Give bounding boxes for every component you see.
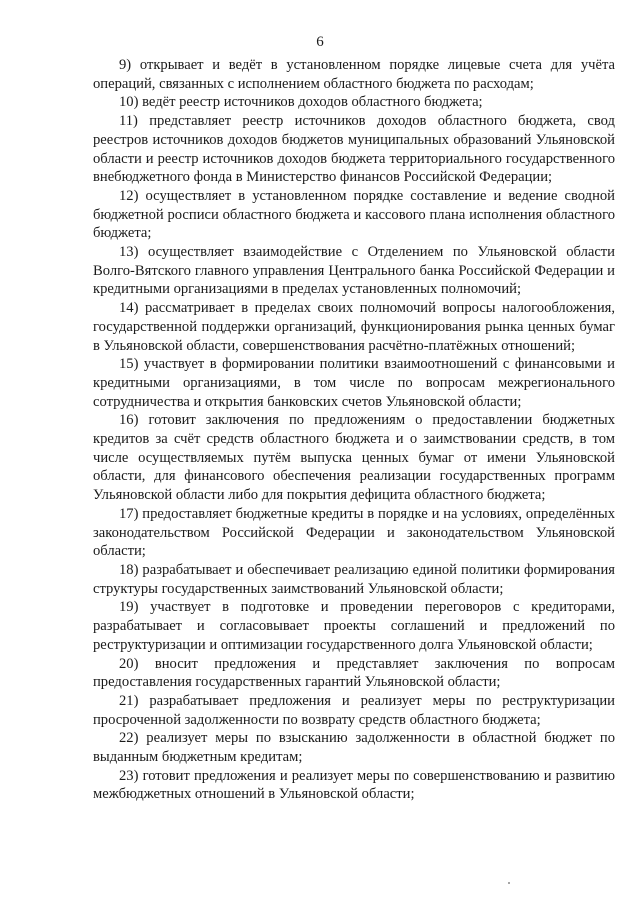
- list-item: 18) разрабатывает и обеспечивает реализацию единой политики формирования структуры государственных заимствований Ульяновской области;: [93, 561, 615, 597]
- list-item: 14) рассматривает в пределах своих полномочий вопросы налогообложения, государственной поддержки организаций, функционирования рынка ценных бумаг в Ульяновской области, совершенствования расчётно-платёжных отношений;: [93, 300, 615, 354]
- list-item: 9) открывает и ведёт в установленном порядке лицевые счета для учёта операций, связанных с исполнением областного бюджета по расходам;: [93, 57, 615, 92]
- scan-speck: [508, 882, 510, 884]
- list-item: 11) представляет реестр источников доходов областного бюджета, свод реестров источников доходов бюджетов муниципальных образований Ульяновской области и реестр источников доходов бюджета территориального государственного внебюджетного фонда в Министерство финансов Российской Федерации;: [93, 113, 615, 186]
- list-item: 19) участвует в подготовке и проведении переговоров с кредиторами, разрабатывает и согласовывает проекты соглашений и предложений по реструктуризации и оптимизации государственного долга Ульяновской области;: [93, 599, 615, 653]
- list-item: 22) реализует меры по взысканию задолженности в областной бюджет по выданным бюджетным кредитам;: [93, 730, 615, 766]
- list-item: 16) готовит заключения по предложениям о предоставлении бюджетных кредитов за счёт средств областного бюджета и о заимствовании средств, в том числе осуществляемых путём выпуска ценных бумаг от имени Ульяновской области, для финансового обеспечения реализации государственных программ Ульяновской области либо для покрытия дефицита областного бюджета;: [93, 412, 615, 504]
- list-item: 12) осуществляет в установленном порядке составление и ведение сводной бюджетной росписи областного бюджета и кассового плана исполнения областного бюджета;: [93, 187, 615, 242]
- list-item: 10) ведёт реестр источников доходов областного бюджета;: [119, 94, 483, 111]
- list-item: 21) разрабатывает предложения и реализует меры по реструктуризации просроченной задолженности по возврату средств областного бюджета;: [93, 692, 615, 728]
- list-item: 23) готовит предложения и реализует меры по совершенствованию и развитию межбюджетных отношений в Ульяновской области;: [93, 767, 615, 803]
- list-item: 20) вносит предложения и представляет заключения по вопросам предоставления государственных гарантий Ульяновской области;: [93, 655, 615, 691]
- document-body: [93, 56, 615, 804]
- page-number: 6: [316, 34, 324, 50]
- list-item: 15) участвует в формировании политики взаимоотношений с финансовыми и кредитными организациями, в том числе по вопросам межрегионального сотрудничества и открытия банковских счетов Ульяновской области;: [93, 356, 615, 410]
- list-item: 13) осуществляет взаимодействие с Отделением по Ульяновской области Волго-Вятского главного управления Центрального банка Российской Федерации и кредитными организациями в пределах установленных полномочий;: [93, 244, 615, 298]
- list-item: 17) предоставляет бюджетные кредиты в порядке и на условиях, определённых законодательством Российской Федерации и законодательством Ульяновской области;: [93, 505, 615, 560]
